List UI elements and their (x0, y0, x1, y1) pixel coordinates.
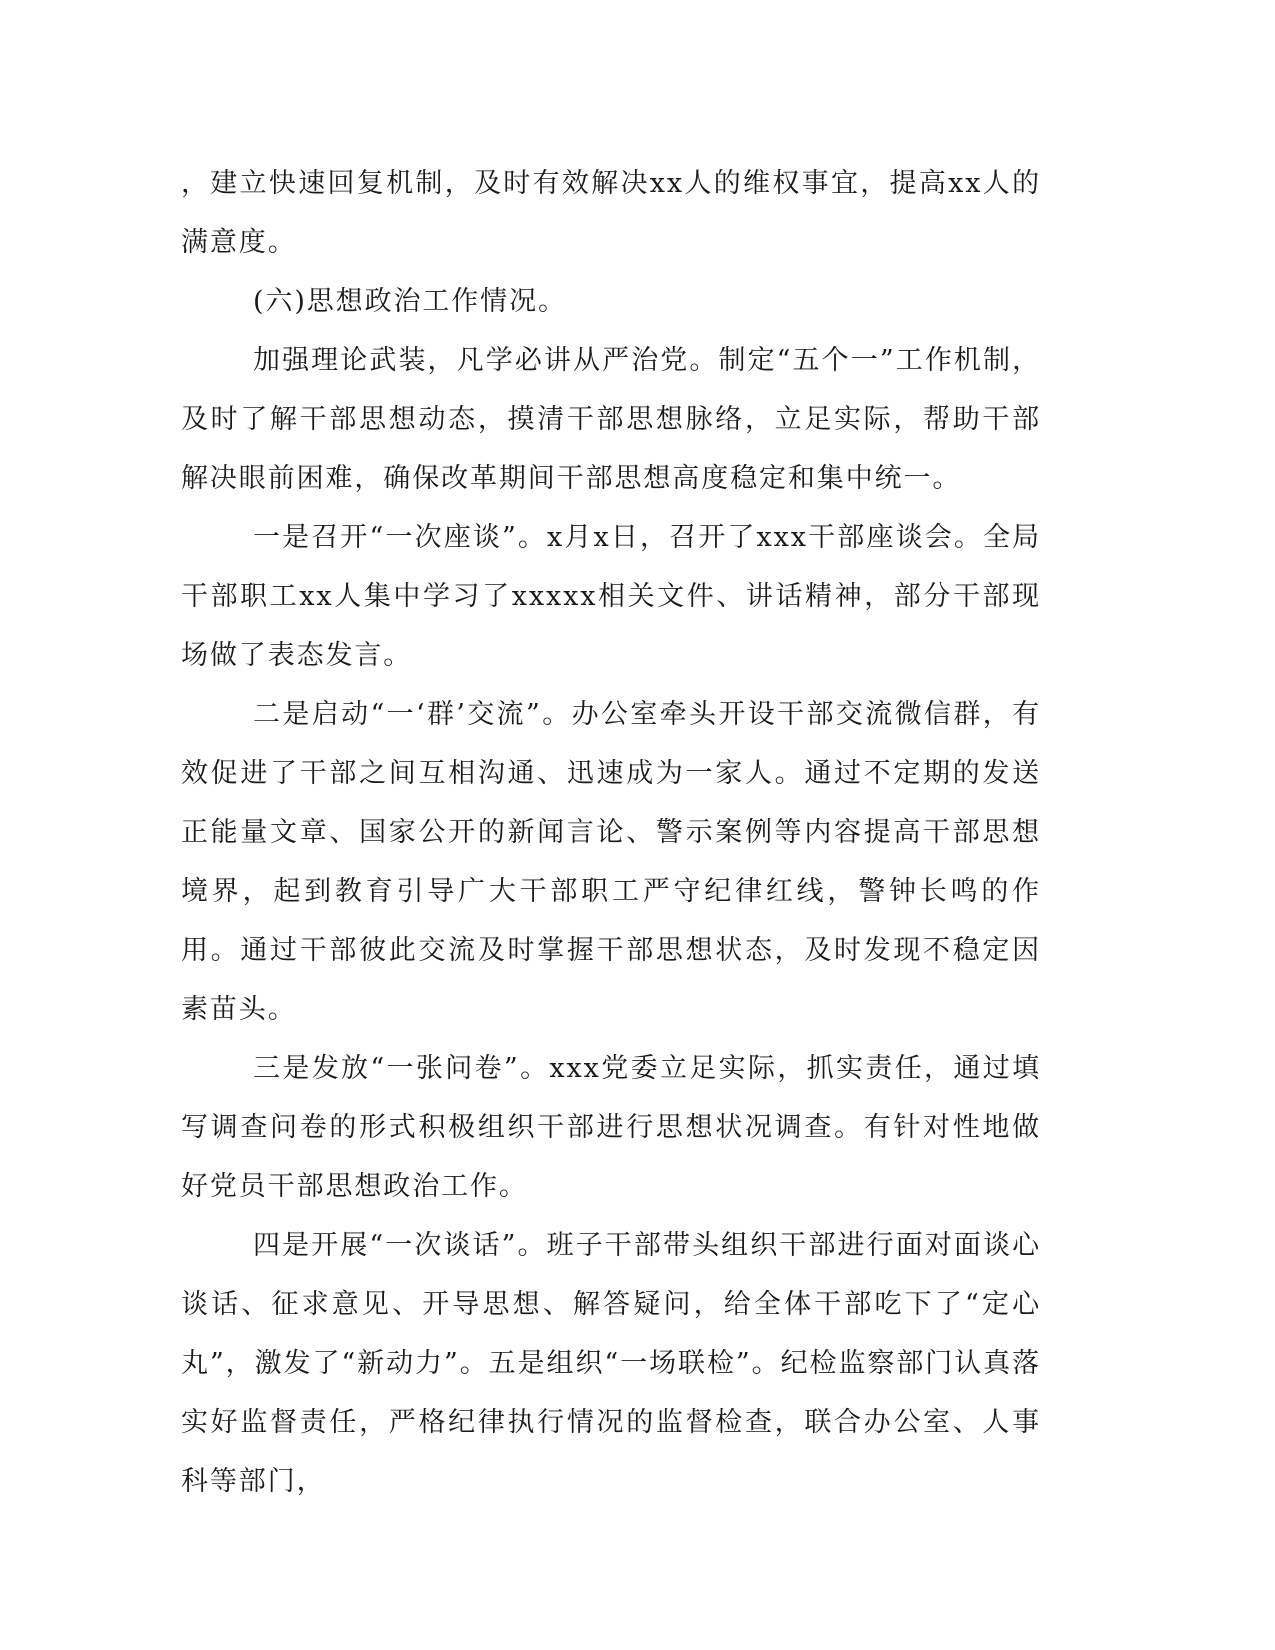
paragraph-item-2: 二是启动“一‘群’交流”。办公室牵头开设干部交流微信群，有效促进了干部之间互相沟通、迅速成为一家人。通过不定期的发送正能量文章、国家公开的新闻言论、警示案例等内容提高干部思想境界，起到教育引导广大干部职工严守纪律红线，警钟长鸣的作用。通过干部彼此交流及时掌握干部思想状态，及时发现不稳定因素苗头。 (181, 699, 1041, 1025)
document-body (181, 154, 1041, 1511)
paragraph-intro: 加强理论武装，凡学必讲从严治党。制定“五个一”工作机制，及时了解干部思想动态，摸清干部思想脉络，立足实际，帮助干部解决眼前困难，确保改革期间干部思想高度稳定和集中统一。 (181, 345, 1041, 494)
section-heading: (六)思想政治工作情况。 (253, 286, 567, 317)
paragraph-continuation: ，建立快速回复机制，及时有效解决xx人的维权事宜，提高xx人的满意度。 (181, 168, 1041, 258)
paragraph-item-4: 四是开展“一次谈话”。班子干部带头组织干部进行面对面谈心谈话、征求意见、开导思想、解答疑问，给全体干部吃下了“定心丸”，激发了“新动力”。五是组织“一场联检”。纪检监察部门认真落实好监督责任，严格纪律执行情况的监督检查，联合办公室、人事科等部门， (181, 1230, 1041, 1497)
paragraph-item-1: 一是召开“一次座谈”。x月x日，召开了xxx干部座谈会。全局干部职工xx人集中学习了xxxxx相关文件、讲话精神，部分干部现场做了表态发言。 (181, 522, 1041, 671)
paragraph-item-3: 三是发放“一张问卷”。xxx党委立足实际，抓实责任，通过填写调查问卷的形式积极组织干部进行思想状况调查。有针对性地做好党员干部思想政治工作。 (181, 1053, 1041, 1202)
